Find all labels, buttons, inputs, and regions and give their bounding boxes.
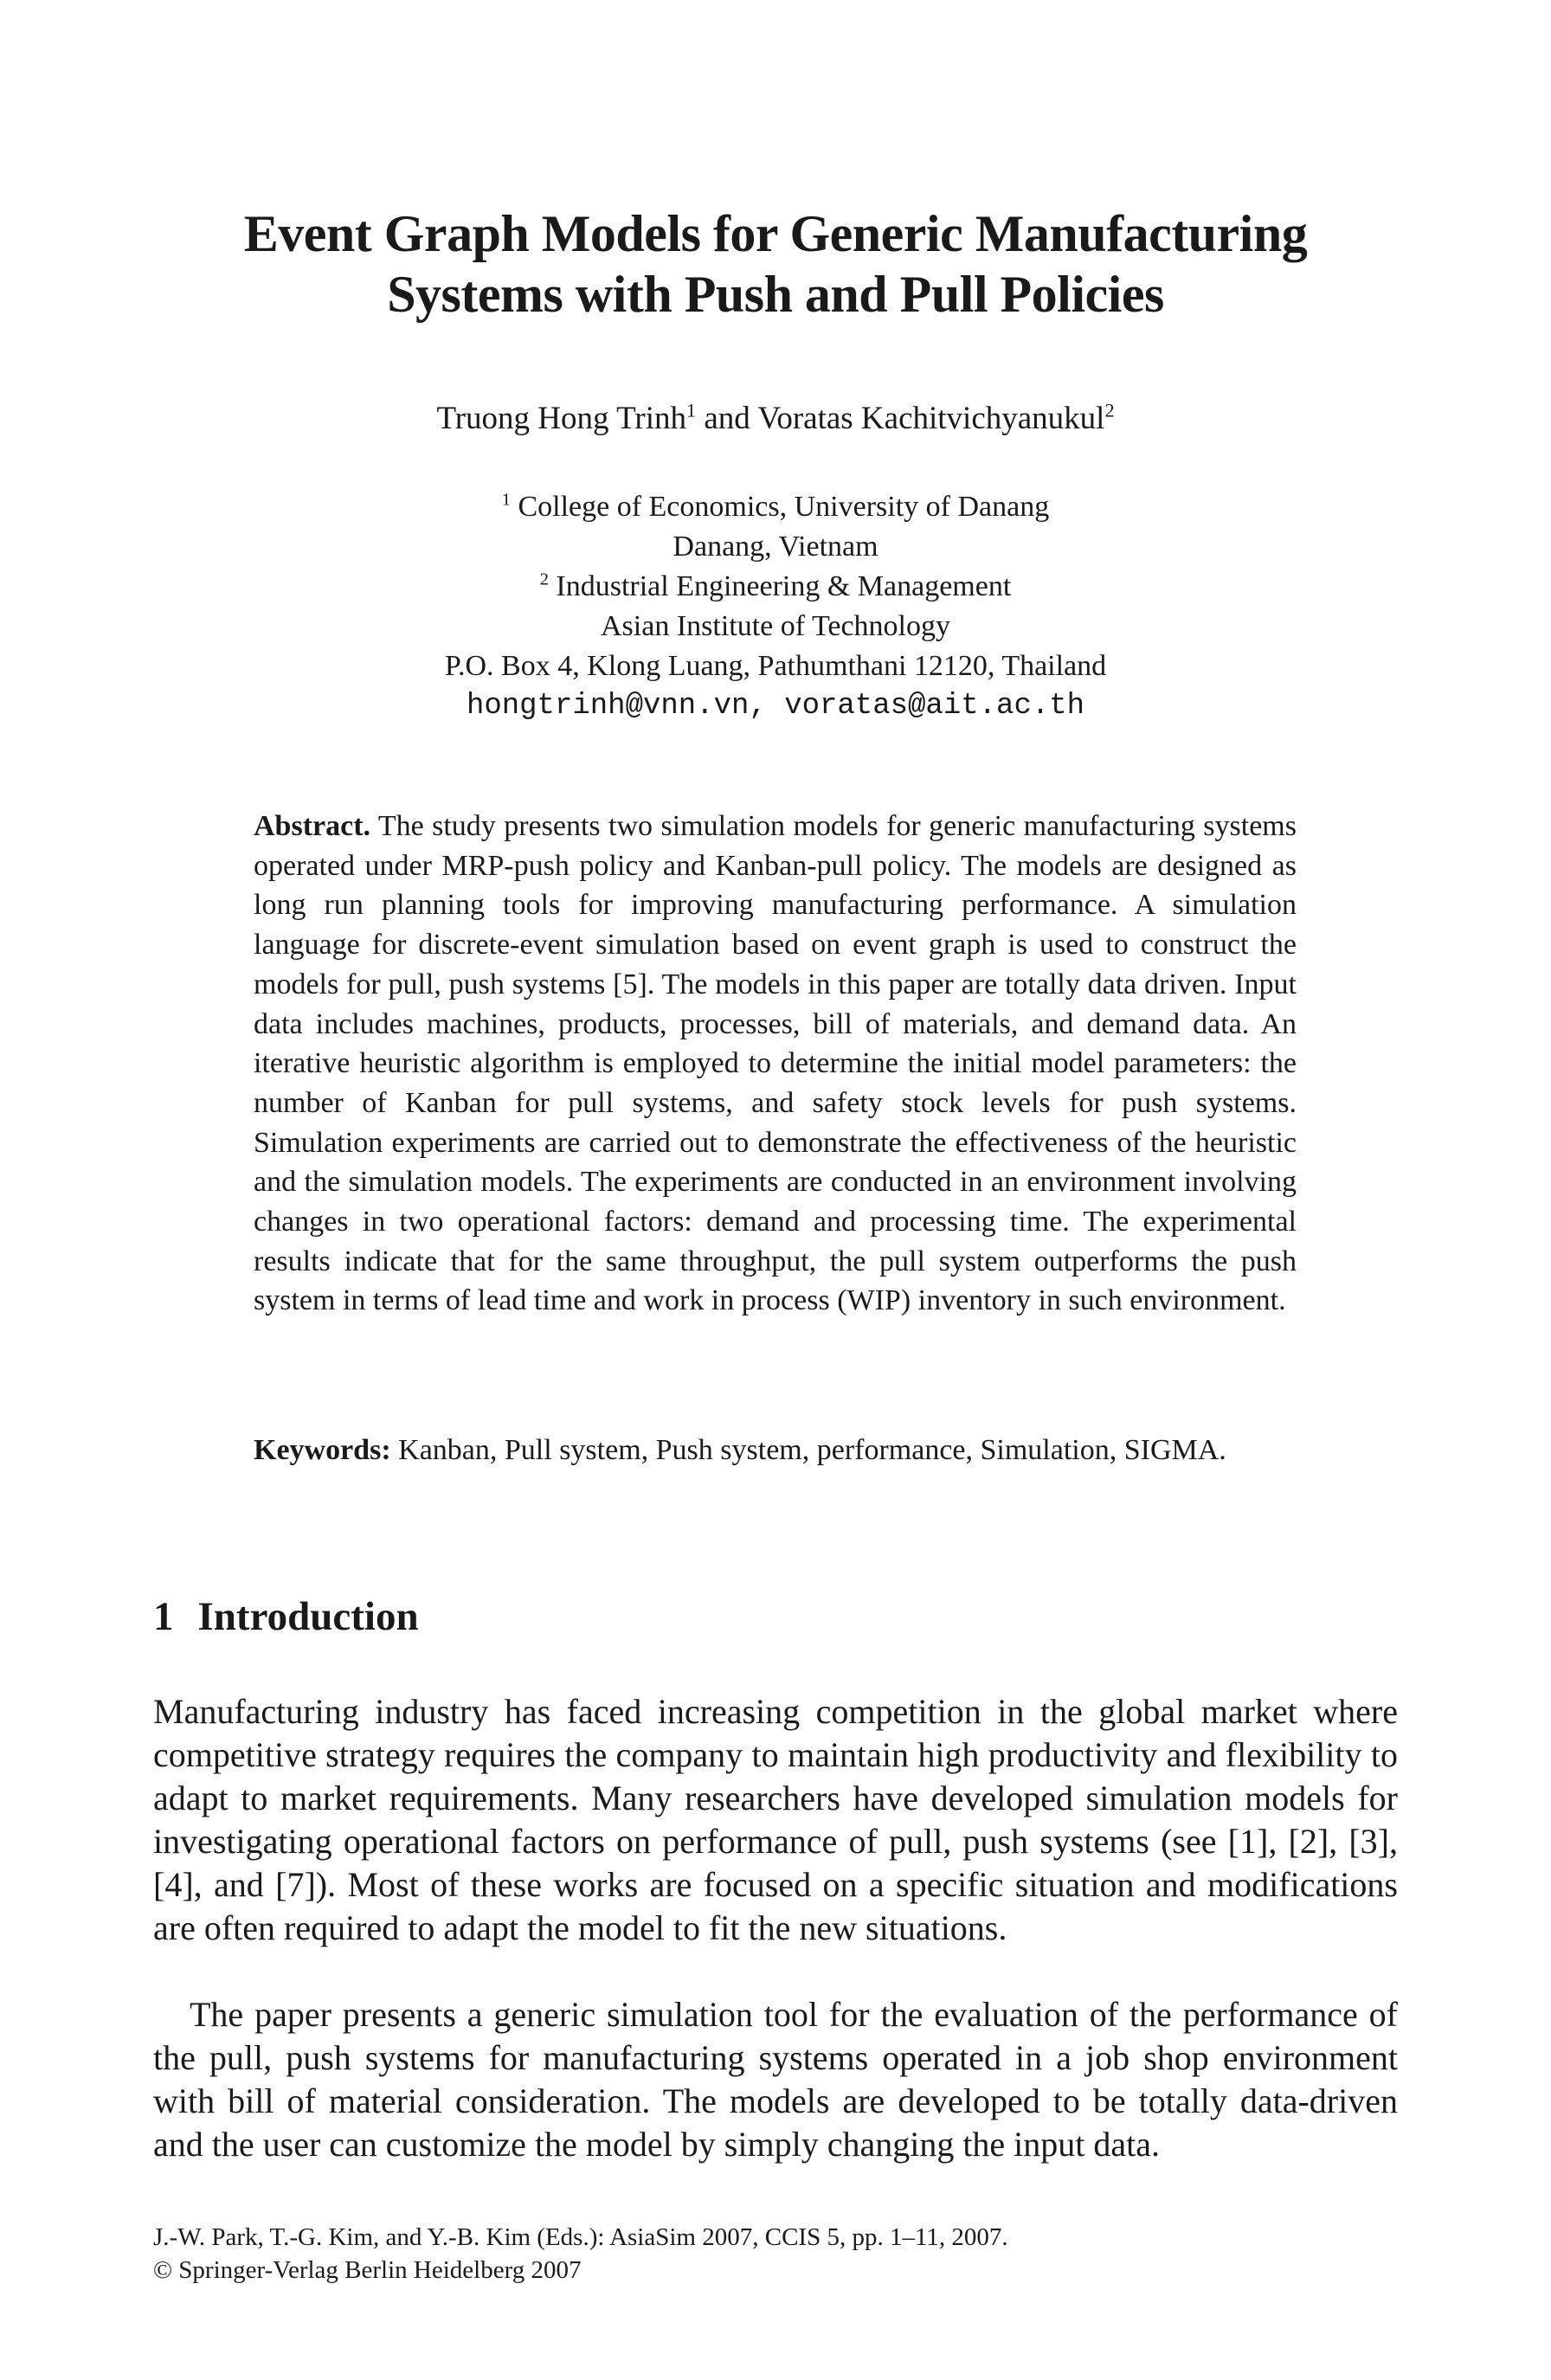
author-1-affiliation-mark: 1 — [686, 399, 697, 421]
section-title: Introduction — [197, 1594, 419, 1639]
paper-title-line-2: Systems with Push and Pull Policies — [387, 266, 1164, 323]
affiliation-1-name: College of Economics, University of Danang — [510, 491, 1050, 523]
author-line — [0, 400, 1551, 438]
affiliation-2-line-2: Asian Institute of Technology — [601, 610, 950, 642]
author-connector: and — [696, 401, 758, 436]
affiliation-2-mark: 2 — [539, 569, 549, 589]
affiliation-1-line-1 — [0, 487, 1551, 527]
author-2-affiliation-mark: 2 — [1104, 399, 1115, 421]
section-heading-introduction — [153, 1592, 419, 1641]
abstract-label: Abstract. — [254, 810, 371, 842]
footer-citation-line-1: J.-W. Park, T.-G. Kim, and Y.-B. Kim (Eds.): AsiaSim 2007, CCIS 5, pp. 1–11, 2007. — [153, 2223, 1008, 2251]
footer-citation — [153, 2221, 1008, 2287]
author-emails: hongtrinh@vnn.vn, voratas@ait.ac.th — [466, 690, 1085, 723]
keywords-text: Kanban, Pull system, Push system, performance, Simulation, SIGMA. — [390, 1434, 1226, 1466]
affiliation-2-line-1 — [0, 567, 1551, 607]
author-1-name: Truong Hong Trinh — [436, 401, 687, 436]
author-2-name: Voratas Kachitvichyanukul — [757, 401, 1105, 436]
section-number: 1 — [153, 1594, 174, 1639]
keywords-label: Keywords: — [254, 1434, 391, 1466]
affiliation-1-line-2: Danang, Vietnam — [673, 531, 878, 563]
affiliation-2-name: Industrial Engineering & Management — [548, 570, 1012, 602]
keywords — [254, 1431, 1297, 1470]
body-paragraph-2: The paper presents a generic simulation tool for the evaluation of the performance of the pull, push systems for manufacturing systems operated in a job shop environment with bill of material consideration. The models are developed to be totally data-driven and the user can customize the model by simply changing the input data. — [153, 1995, 1398, 2164]
abstract-text: The study presents two simulation models for generic manufacturing systems operated under MRP-push policy and Kanban-pull policy. The models are designed as long run planning tools for improving manufacturing performance. A simulation language for discrete-event simulation based on event graph is used to construct the models for pull, push systems [5]. The models in this paper are totally data driven. Input data includes machines, products, processes, bill of materials, and demand data. An iterative heuristic algorithm is employed to determine the initial model parameters: the number of Kanban for pull systems, and safety stock levels for push systems. Simulation experiments are carried out to demonstrate the effectiveness of the heuristic and the simulation models. The experiments are conducted in an environment involving changes in two operational factors: demand and processing time. The experimental results indicate that for the same throughput, the pull system outperforms the push system in terms of lead time and work in process (WIP) inventory in such environment. — [254, 810, 1297, 1317]
affiliation-1-mark: 1 — [501, 490, 511, 510]
paper-title-line-1: Event Graph Models for Generic Manufacturing — [243, 205, 1308, 262]
footer-copyright: © Springer-Verlag Berlin Heidelberg 2007 — [153, 2256, 582, 2284]
affiliation-2-line-3: P.O. Box 4, Klong Luang, Pathumthani 12120, Thailand — [444, 650, 1107, 682]
abstract — [254, 807, 1297, 1321]
body-paragraph-1: Manufacturing industry has faced increasing competition in the global market where competitive strategy requires the company to maintain high productivity and flexibility to adapt to market requirements. Many researchers have developed simulation models for investigating operational factors on performance of pull, push systems (see [1], [2], [3], [4], and [7]). Most of these works are focused on a specific situation and modifications are often required to adapt the model to fit the new situations. — [153, 1692, 1398, 1947]
